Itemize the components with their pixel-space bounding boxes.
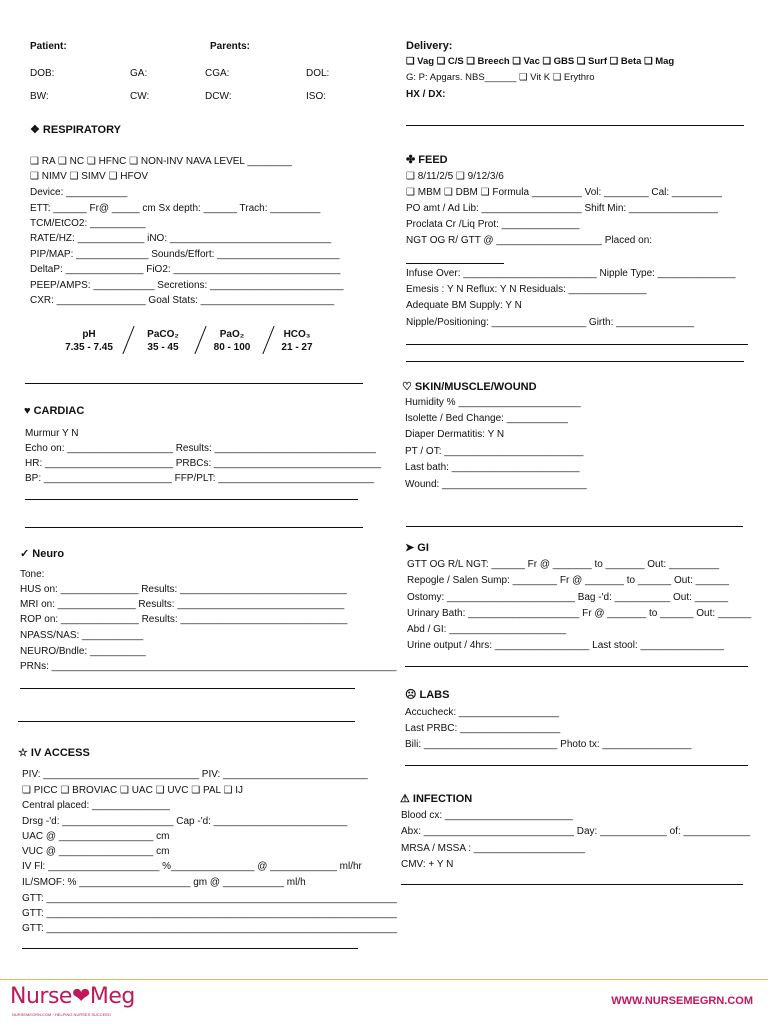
skin-line: PT / OT: _________________________ <box>405 446 584 457</box>
divider <box>406 125 744 126</box>
divider <box>406 263 504 264</box>
feed-line: Nipple/Positioning: _________________ Girth: ______________ <box>406 317 695 328</box>
abg-range: 21 - 27 <box>281 342 313 353</box>
resp-line: ❑ NIMV ❑ SIMV ❑ HFOV <box>30 171 149 182</box>
delivery-line2: G: P: Apgars. NBS______ ❑ Vit K ❑ Erythro <box>406 72 595 83</box>
infection-line: MRSA / MSSA : ____________________ <box>401 843 586 854</box>
skin-line: Humidity % ______________________ <box>405 397 581 408</box>
nurse-meg-logo: Nurse❤Meg <box>10 984 135 1009</box>
gi-line: Repogle / Salen Sump: ________ Fr @ _______ to ______ Out: ______ <box>407 575 730 586</box>
hx-dx-label: HX / DX: <box>406 89 446 100</box>
dcw-label: DCW: <box>205 91 232 102</box>
labs-title: ☹ LABS <box>405 689 450 701</box>
delivery-title: Delivery: <box>406 40 453 52</box>
iv-line: GTT: _______________________________________________________________ <box>22 923 397 934</box>
gi-line: GTT OG R/L NGT: ______ Fr @ _______ to _______ Out: _________ <box>407 559 720 570</box>
skin-line: Wound: __________________________ <box>405 479 587 490</box>
skin-line: Diaper Dermatitis: Y N <box>405 429 505 440</box>
resp-line: ETT: ______ Fr@ _____ cm Sx depth: ______ Trach: _________ <box>30 203 321 214</box>
abg-range: 80 - 100 <box>213 342 251 353</box>
feed-line: Proclata Cr /Liq Prot: ______________ <box>406 219 580 230</box>
abg-paco2 <box>135 328 191 354</box>
resp-line: Device: ___________ <box>30 187 128 198</box>
iv-line: GTT: _______________________________________________________________ <box>22 908 397 919</box>
footer-rule <box>0 979 768 980</box>
delivery-checks: ❑ Vag ❑ C/S ❑ Breech ❑ Vac ❑ GBS ❑ Surf ❑ Beta ❑ Mag <box>406 56 675 67</box>
feed-line: ❑ 8/11/2/5 ❑ 9/12/3/6 <box>406 171 504 182</box>
abg-range: 35 - 45 <box>147 342 179 353</box>
neuro-line: NEURO/Bndle: __________ <box>20 646 146 657</box>
abg-range: 7.35 - 7.45 <box>65 342 113 353</box>
feed-line: NGT OG R/ GTT @ ___________________ Placed on: <box>406 235 653 246</box>
labs-line: Bili: ________________________ Photo tx: ________________ <box>405 739 692 750</box>
resp-line: ❑ RA ❑ NC ❑ HFNC ❑ NON-INV NAVA LEVEL ________ <box>30 156 292 167</box>
separator-slash <box>122 326 134 354</box>
divider <box>405 765 748 766</box>
divider <box>406 344 748 345</box>
cardiac-line: Echo on: ___________________ Results: _____________________________ <box>25 443 376 454</box>
resp-line: TCM/EtCO2: __________ <box>30 218 146 229</box>
website-link[interactable]: WWW.NURSEMEGRN.COM <box>611 995 753 1007</box>
abg-name: PaCO₂ <box>147 329 179 340</box>
parents-label: Parents: <box>210 41 251 52</box>
iv-line: PIV: ____________________________ PIV: __________________________ <box>22 769 368 780</box>
feed-line: ❑ MBM ❑ DBM ❑ Formula _________ Vol: ________ Cal: _________ <box>406 187 722 198</box>
iso-label: ISO: <box>306 91 327 102</box>
divider <box>401 884 743 885</box>
iv-access-title: ☆ IV ACCESS <box>18 747 90 759</box>
iv-line: UAC @ _________________ cm <box>22 831 170 842</box>
feed-line: Adequate BM Supply: Y N <box>406 300 522 311</box>
neuro-line: Tone: <box>20 569 45 580</box>
neuro-line: ROP on: ______________ Results: ______________________________ <box>20 614 348 625</box>
resp-line: PIP/MAP: _____________ Sounds/Effort: ______________________ <box>30 249 340 260</box>
cga-label: CGA: <box>205 68 230 79</box>
infection-line: Blood cx: _______________________ <box>401 810 573 821</box>
iv-line: Central placed: ______________ <box>22 800 170 811</box>
logo-tagline: NURSEMEGRN.COM · HELPING NURSES SUCCEED <box>12 1012 111 1017</box>
skin-line: Last bath: _______________________ <box>405 462 580 473</box>
resp-line: PEEP/AMPS: ___________ Secretions: ________________________ <box>30 280 344 291</box>
cardiac-line: HR: _______________________ PRBCs: ______________________________ <box>25 458 381 469</box>
neuro-title: ✓ Neuro <box>20 548 65 560</box>
neuro-line: HUS on: ______________ Results: ______________________________ <box>20 584 347 595</box>
divider <box>406 526 743 527</box>
resp-line: RATE/HZ: ____________ iNO: _____________________________ <box>30 233 332 244</box>
neuro-line: NPASS/NAS: ___________ <box>20 630 144 641</box>
labs-line: Accucheck: __________________ <box>405 707 560 718</box>
bw-label: BW: <box>30 91 49 102</box>
gi-title: ➤ GI <box>405 542 429 554</box>
abg-name: pH <box>82 329 96 340</box>
skin-line: Isolette / Bed Change: ___________ <box>405 413 568 424</box>
cardiac-title: ♥ CARDIAC <box>24 405 85 417</box>
divider <box>22 948 358 949</box>
iv-line: VUC @ _________________ cm <box>22 846 170 857</box>
feed-line: Emesis : Y N Reflux: Y N Residuals: ______________ <box>406 284 647 295</box>
divider <box>20 688 355 689</box>
labs-line: Last PRBC: __________________ <box>405 723 561 734</box>
cw-label: CW: <box>130 91 150 102</box>
resp-line: DeltaP: ______________ FiO2: ______________________________ <box>30 264 341 275</box>
infection-line: Abx: ___________________________ Day: ____________ of: ____________ <box>401 826 751 837</box>
dol-label: DOL: <box>306 68 330 79</box>
abg-hco3 <box>272 328 322 354</box>
respiratory-title: ❖ RESPIRATORY <box>30 124 121 136</box>
divider <box>406 361 744 362</box>
gi-line: Urinary Bath: ____________________ Fr @ _______ to ______ Out: ______ <box>407 608 752 619</box>
neuro-line: PRNs: ______________________________________________________________ <box>20 661 397 672</box>
gi-line: Abd / GI: _____________________ <box>407 624 567 635</box>
divider <box>25 499 358 500</box>
iv-line: IV Fl: ____________________ %_______________ @ ____________ ml/hr <box>22 861 362 872</box>
cardiac-line: Murmur Y N <box>25 428 79 439</box>
abg-ph <box>58 328 120 354</box>
gi-line: Ostomy: _______________________ Bag -'d: __________ Out: ______ <box>407 592 729 603</box>
abg-pao2 <box>204 328 260 354</box>
skin-title: ♡ SKIN/MUSCLE/WOUND <box>402 381 537 393</box>
infection-title: ⚠ INFECTION <box>400 793 473 805</box>
divider <box>405 666 748 667</box>
divider <box>25 527 363 528</box>
gi-line: Urine output / 4hrs: _________________ Last stool: _______________ <box>407 640 724 651</box>
feed-title: ✤ FEED <box>406 154 448 166</box>
resp-line: CXR: ________________ Goal Stats: ________________________ <box>30 295 335 306</box>
iv-line: IL/SMOF: % ____________________ gm @ ___________ ml/h <box>22 877 306 888</box>
abg-name: PaO₂ <box>219 329 245 340</box>
cardiac-line: BP: _______________________ FFP/PLT: ____________________________ <box>25 473 375 484</box>
patient-label: Patient: <box>30 41 67 52</box>
iv-line: GTT: _______________________________________________________________ <box>22 893 397 904</box>
feed-line: Infuse Over: ________________________ Nipple Type: ______________ <box>406 268 736 279</box>
dob-label: DOB: <box>30 68 55 79</box>
iv-line: ❑ PICC ❑ BROVIAC ❑ UAC ❑ UVC ❑ PAL ❑ IJ <box>22 785 244 796</box>
feed-line: PO amt / Ad Lib: __________________ Shift Min: ________________ <box>406 203 718 214</box>
divider <box>25 383 363 384</box>
infection-line: CMV: + Y N <box>401 859 454 870</box>
iv-line: Drsg -'d: ____________________ Cap -'d: ________________________ <box>22 816 348 827</box>
ga-label: GA: <box>130 68 148 79</box>
divider <box>18 721 355 722</box>
abg-name: HCO₃ <box>283 329 311 340</box>
neuro-line: MRI on: ______________ Results: ______________________________ <box>20 599 345 610</box>
